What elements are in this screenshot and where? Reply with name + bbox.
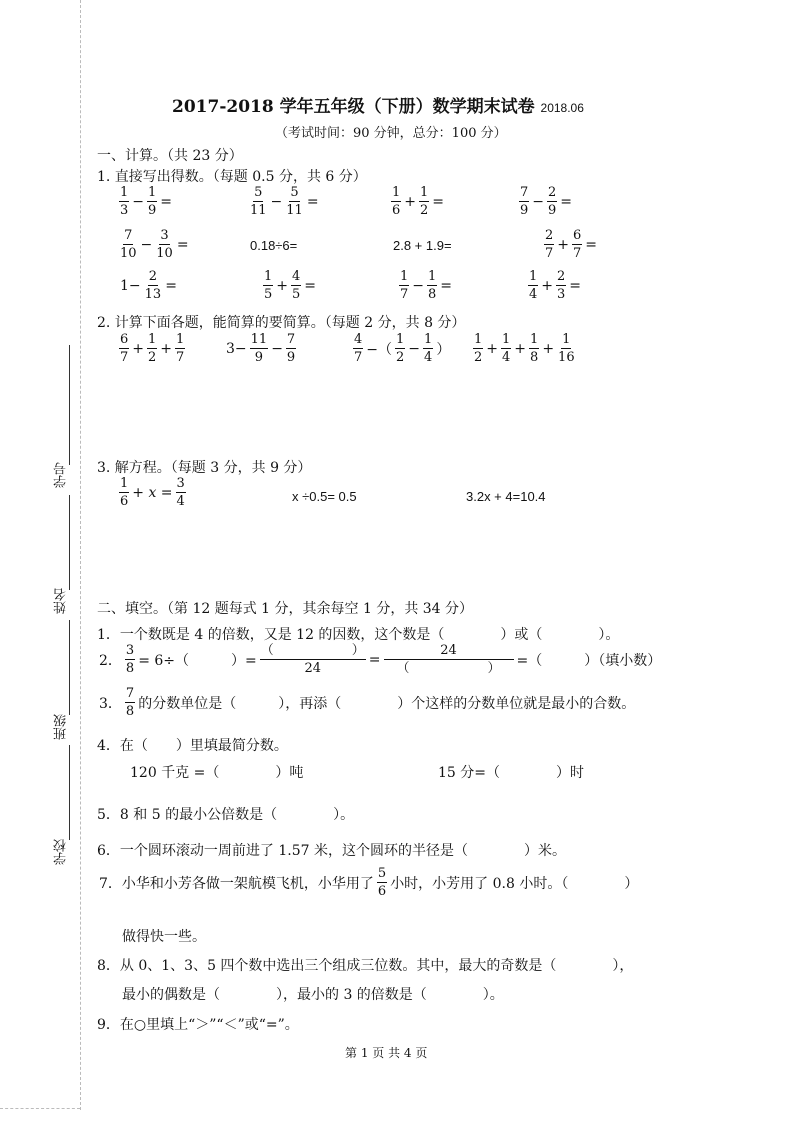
exam-subtitle: （考试时间：90 分钟，总分：100 分） — [275, 126, 507, 141]
q2-item-a: $\frac{6}{7}$ + $\frac{1}{2}$ + $\frac{1}{7}$ — [120, 332, 185, 365]
exam-date: 2018.06 — [540, 101, 584, 115]
q2-item-b: 3− $\frac{11}{9}$ − $\frac{7}{9}$ — [226, 332, 296, 365]
q1-title: 1. 直接写出得数。（每题 0.5 分，共 6 分） — [97, 169, 367, 185]
student-id-line — [69, 345, 70, 465]
q1-item-k: $\frac{1}{7}$ − $\frac{1}{8}$ = — [400, 269, 453, 302]
q1-item-d: $\frac{7}{9}$ − $\frac{2}{9}$ = — [520, 185, 573, 218]
exam-title — [172, 92, 584, 117]
s2-q7b: 做得快一些。 — [122, 929, 206, 945]
q3-item-a: $\frac{1}{6}$ + x = $\frac{3}{4}$ — [120, 476, 185, 509]
s2-q9: 9．在○里填上“＞”“＜”或“=”。 — [97, 1017, 299, 1033]
section2-title: 二、填空。（第 12 题每式 1 分，其余每空 1 分，共 34 分） — [97, 601, 474, 617]
s2-q8: 8．从 0、1、3、5 四个数中选出三个组成三位数。其中，最大的奇数是（ ）， — [97, 958, 634, 974]
s2-q2: 2． $\frac{3}{8}$ = 6÷（ ）= $\frac{( )}{24}$ = $\frac{24}{( )}$ =（ ）（填小数） — [99, 643, 662, 676]
q1-item-b: $\frac{5}{11}$ − $\frac{5}{11}$ = — [250, 185, 319, 218]
s2-q3: 3． $\frac{7}{8}$ 的分数单位是（ ），再添（ ）个这样的分数单位就是最小的合数。 — [99, 686, 636, 719]
binding-cut-line-bottom — [0, 1108, 80, 1109]
q2-item-d: $\frac{1}{2}$ + $\frac{1}{4}$ + $\frac{1}{8}$ + $\frac{1}{16}$ — [474, 332, 575, 365]
school-line — [69, 745, 70, 840]
q1-item-h: $\frac{2}{7}$ + $\frac{6}{7}$ = — [545, 228, 598, 261]
q1-item-g: 2.8 + 1.9= — [393, 238, 452, 253]
s2-q4: 4．在（ ）里填最简分数。 — [97, 738, 288, 754]
q1-item-a: $\frac{1}{3}$ − $\frac{1}{9}$ = — [120, 185, 173, 218]
page-footer: 第 1 页 共 4 页 — [345, 1046, 428, 1060]
name-label: 姓名 — [54, 588, 69, 614]
section1-title: 一、计算。（共 23 分） — [97, 148, 243, 164]
q3-item-c: 3.2x + 4=10.4 — [466, 489, 546, 504]
class-label: 班级 — [54, 714, 69, 740]
s2-q7: 7．小华和小芳各做一架航模飞机，小华用了 $\frac{5}{6}$ 小时，小芳用了 0.8 小时。（ ） — [99, 866, 639, 899]
q1-item-e: $\frac{7}{10}$ − $\frac{3}{10}$ = — [120, 228, 189, 261]
q3-title: 3. 解方程。（每题 3 分，共 9 分） — [97, 460, 312, 476]
q2-item-c: $\frac{4}{7}$ −（ $\frac{1}{2}$ − $\frac{1}{4}$ ） — [354, 332, 451, 365]
s2-q4b: 15 分=（ ）时 — [438, 765, 584, 781]
s2-q5: 5．8 和 5 的最小公倍数是（ ）。 — [97, 807, 355, 823]
class-line — [69, 620, 70, 715]
s2-q1: 1．一个数既是 4 的倍数，又是 12 的因数，这个数是（ ）或（ ）。 — [97, 627, 620, 643]
q2-title: 2. 计算下面各题，能简算的要简算。（每题 2 分，共 8 分） — [97, 315, 466, 331]
binding-cut-line — [80, 0, 81, 1110]
q1-item-c: $\frac{1}{6}$ + $\frac{1}{2}$ = — [392, 185, 445, 218]
q1-item-l: $\frac{1}{4}$ + $\frac{2}{3}$ = — [529, 269, 582, 302]
name-line — [69, 495, 70, 590]
s2-q4a: 120 千克 =（ ）吨 — [130, 765, 304, 781]
s2-q8b: 最小的偶数是（ ），最小的 3 的倍数是（ ）。 — [122, 987, 504, 1003]
q1-item-f: 0.18÷6= — [250, 238, 298, 253]
q1-item-i: 1− $\frac{2}{13}$ = — [120, 269, 177, 302]
q3-item-b: x ÷0.5= 0.5 — [292, 489, 357, 504]
exam-title-text: 2017-2018 学年五年级（下册）数学期末试卷 — [172, 97, 535, 117]
school-label: 学校 — [54, 839, 69, 865]
student-id-label: 学号 — [54, 462, 69, 488]
s2-q6: 6．一个圆环滚动一周前进了 1.57 米，这个圆环的半径是（ ）米。 — [97, 843, 566, 859]
q1-item-j: $\frac{1}{5}$ + $\frac{4}{5}$ = — [264, 269, 317, 302]
